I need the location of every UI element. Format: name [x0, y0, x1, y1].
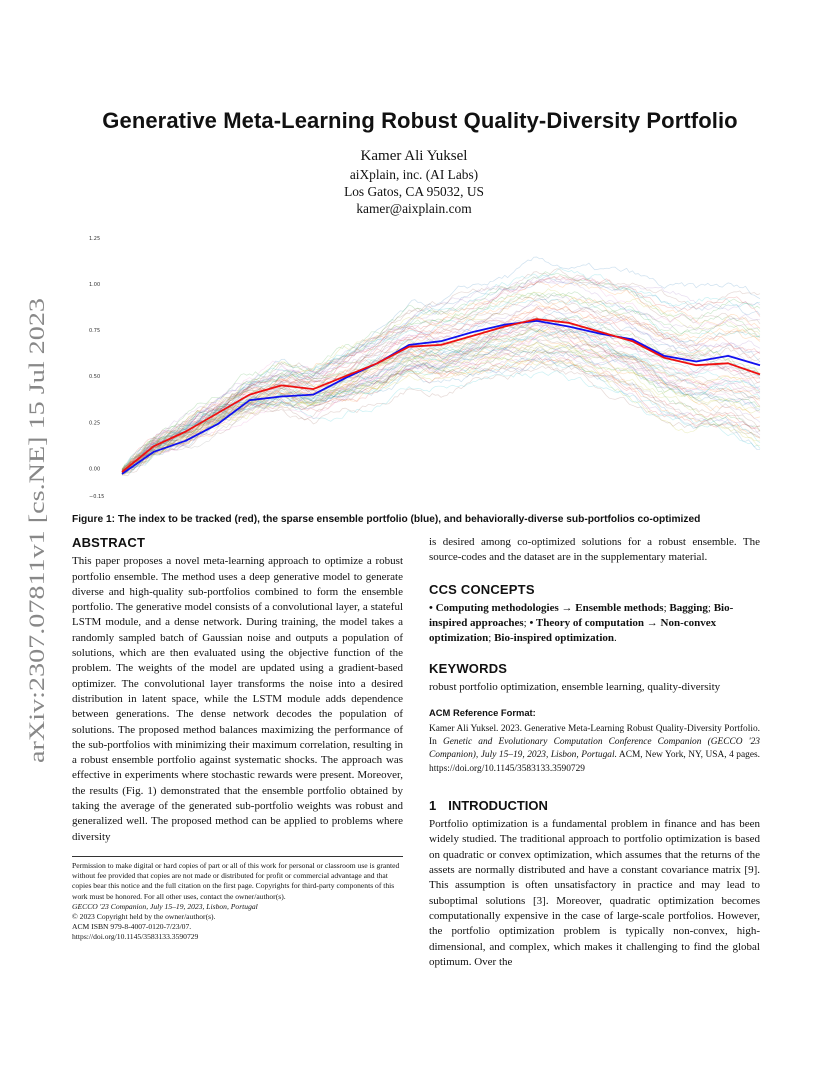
sub-portfolio-line — [122, 311, 760, 472]
figure-1 — [72, 230, 762, 505]
arxiv-stamp — [14, 296, 54, 766]
ccs-separator: ; — [488, 632, 495, 645]
acm-ref-venue: Genetic and Evolutionary Computation Conference Companion (GECCO '23 Companion), July 15–19, 2023, Lisbon, Portugal. — [429, 736, 760, 761]
sub-portfolio-line — [122, 316, 760, 472]
permission-text: Permission to make digital or hard copies of part or all of this work for personal or classroom use is granted without fee provided that copies are not made or distributed for profit or commercial advantage and that copies bear this notice and the full citation on the first page. Copyrights for third-party components of this work must be honored. For all other uses, contact the owner/author(s). — [72, 861, 400, 901]
sub-portfolio-line — [122, 277, 760, 475]
ccs-term: • Computing methodologies → Ensemble methods — [429, 601, 664, 614]
author-email: kamer@aixplain.com — [356, 201, 472, 216]
venue-line: GECCO '23 Companion, July 15–19, 2023, Lisbon, Portugal — [72, 901, 258, 911]
abstract-heading: ABSTRACT — [72, 535, 146, 550]
y-tick-label: 1.25 — [89, 236, 101, 242]
introduction-heading — [429, 798, 760, 813]
ccs-separator: ; — [523, 617, 530, 630]
ccs-separator: ; — [707, 601, 714, 614]
isbn-line: ACM ISBN 979-8-4007-0120-7/23/07. — [72, 922, 192, 932]
y-tick-label: 0.25 — [89, 420, 101, 427]
y-tick-label: 0.50 — [89, 374, 101, 381]
portfolio-chart — [72, 230, 762, 505]
ccs-term: • Theory of computation → Non-convex optimization — [429, 617, 717, 645]
sub-portfolio-line — [122, 257, 760, 472]
ccs-separator: ; — [663, 601, 670, 614]
figure-caption: Figure 1: The index to be tracked (red), the sparse ensemble portfolio (blue), and behaviorally-diverse sub-portfolios co-optimized — [72, 514, 701, 525]
section-title: INTRODUCTION — [448, 797, 548, 813]
right-column — [429, 535, 760, 970]
sub-portfolio-line — [122, 277, 760, 473]
ccs-separator: . — [614, 632, 617, 645]
y-tick-label: 0.00 — [89, 466, 101, 473]
author-block — [250, 147, 578, 217]
ccs-term: Bagging — [669, 601, 708, 614]
doi-link[interactable]: https://doi.org/10.1145/3583133.3590729 — [72, 932, 199, 942]
author-name: Kamer Ali Yuksel — [360, 148, 468, 164]
acm-ref-part: ACM, New York, NY, USA, 4 pages. https://doi.org/10.1145/3583133.3590729 — [429, 750, 760, 774]
permission-footnote — [72, 856, 403, 943]
acm-ref-part: Kamer Ali Yuksel. 2023. Generative Meta-Learning Robust Quality-Diversity Portfolio. In — [429, 723, 760, 747]
keywords-heading: KEYWORDS — [429, 660, 508, 676]
arxiv-stamp-text: arXiv:2307.07811v1 [cs.NE] 15 Jul 2023 — [24, 399, 49, 763]
keywords-text: robust portfolio optimization, ensemble learning, quality-diversity — [429, 681, 721, 694]
y-tick-label: 0.75 — [89, 328, 101, 335]
y-tick-label: −0.15 — [89, 494, 105, 500]
abstract-continuation: is desired among co-optimized solutions for a robust ensemble. The source-codes and the dataset are in the supplementary material. — [429, 536, 760, 564]
ccs-heading: CCS CONCEPTS — [429, 581, 535, 597]
section-number: 1 — [429, 797, 437, 813]
introduction-text: Portfolio optimization is a fundamental problem in finance and has been widely studied. The traditional approach to portfolio optimization is based on quadratic or convex optimization, which assumes that the returns of the assets are normally distributed and have a constant covariance matrix [9]. This assumption is often unsatisfactory in practice and may lead to suboptimal solutions [3]. Moreover, quadratic optimization becomes computationally expensive in the case of large-scale portfolios. However, the portfolio optimization problem is typically non-convex, high-dimensional, and complex, which makes it challenging to find the global optimum. Over the — [429, 818, 760, 968]
paper-title: Generative Meta-Learning Robust Quality-Diversity Portfolio — [102, 108, 738, 133]
y-tick-label: 1.00 — [89, 282, 101, 289]
ccs-text — [429, 601, 760, 647]
author-affiliation: aiXplain, inc. (AI Labs) — [349, 167, 479, 182]
acm-reference — [429, 705, 760, 775]
copyright-line: © 2023 Copyright held by the owner/author(s). — [72, 912, 216, 922]
acm-reference-text — [429, 723, 760, 776]
sub-portfolio-line — [122, 277, 760, 474]
ccs-term: Bio-inspired approaches — [429, 601, 734, 630]
left-column — [72, 535, 403, 845]
acm-reference-heading: ACM Reference Format: — [429, 707, 536, 719]
ccs-term: Bio-inspired optimization — [494, 632, 614, 645]
sub-portfolio-line — [122, 340, 760, 474]
abstract-text: This paper proposes a novel meta-learning approach to optimize a robust portfolio ensemble. The method uses a deep generative model to generate diverse and high-quality sub-portfolios combined to form the ensemble portfolio. The generative model consists of a convolutional layer, a stateful LSTM module, and a dense network. During training, the model takes a randomly sampled batch of Gaussian noise and outputs a population of solutions, which are then evaluated using the objective function of the problem. The weights of the model are updated using a gradient-based optimizer. The convolutional layer transforms the noise into a desired distribution in latent space, while the LSTM module adds dependence between generations. The dense network decodes the population of solutions. The proposed method balances maximizing the performance of the sub-portfolios with minimizing their maximum correlation, resulting in a robust ensemble portfolio against systematic shocks. The approach was effective in experiments where stochastic rewards were present. Moreover, the results (Fig. 1) demonstrated that the ensemble portfolio obtained by taking the average of the generated sub-portfolio weights was robust and generalized well. The proposed method can be applied to problems where diversity — [72, 555, 403, 843]
author-location: Los Gatos, CA 95032, US — [344, 184, 484, 199]
